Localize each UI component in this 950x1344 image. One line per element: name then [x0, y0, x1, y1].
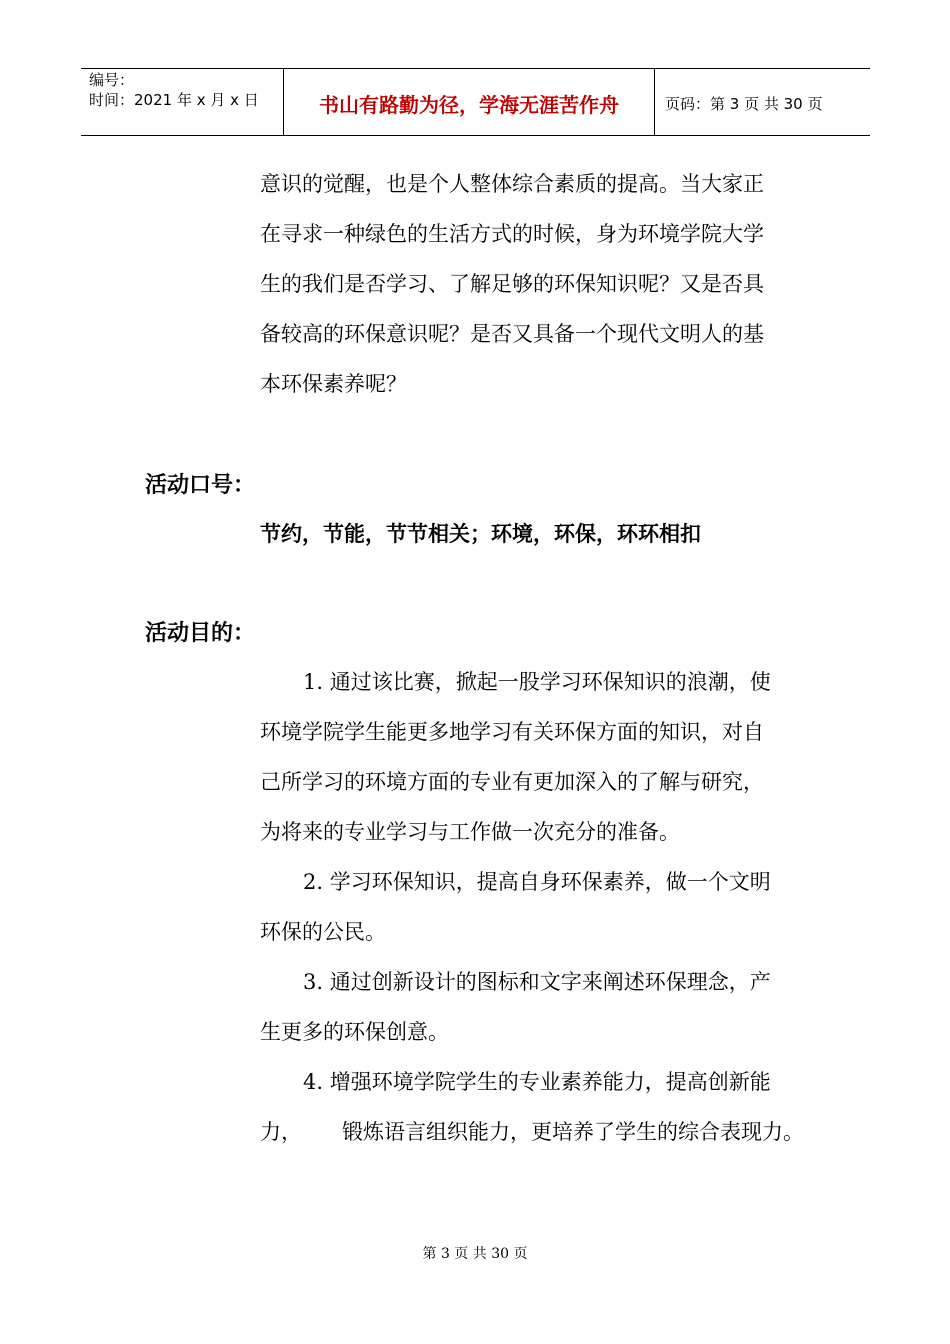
purpose-line: 1. 通过该比赛，掀起一股学习环保知识的浪潮，使 [303, 670, 771, 694]
slogan-heading: 活动口号： [145, 473, 256, 498]
purpose-line: 力， 锻炼语言组织能力，更培养了学生的综合表现力。 [260, 1120, 805, 1144]
document-time-label: 时间：2021 年 x 月 x 日 [89, 91, 259, 109]
purpose-line: 己所学习的环境方面的专业有更加深入的了解与研究， [260, 770, 764, 794]
page-header [81, 68, 870, 136]
purpose-line: 4. 增强环境学院学生的专业素养能力，提高创新能 [303, 1070, 771, 1094]
purpose-heading: 活动目的： [145, 621, 256, 646]
purpose-line: 为将来的专业学习与工作做一次充分的准备。 [260, 820, 680, 844]
intro-line: 在寻求一种绿色的生活方式的时候，身为环境学院大学 [260, 222, 764, 246]
activity-slogan: 节约，节能，节节相关；环境，环保，环环相扣 [260, 522, 701, 546]
intro-line: 意识的觉醒，也是个人整体综合素质的提高。当大家正 [260, 172, 764, 196]
header-motto: 书山有路勤为径，学海无涯苦作舟 [319, 93, 619, 117]
page-footer: 第 3 页 共 30 页 [422, 1246, 528, 1262]
header-page-number: 页码：第 3 页 共 30 页 [665, 95, 823, 113]
header-left-cell [81, 69, 283, 135]
intro-line: 生的我们是否学习、了解足够的环保知识呢？又是否具 [260, 272, 764, 296]
header-middle-cell [283, 69, 655, 135]
document-code-label: 编号： [89, 71, 135, 89]
purpose-line: 生更多的环保创意。 [260, 1020, 449, 1044]
intro-line: 本环保素养呢？ [260, 372, 407, 396]
header-right-cell [655, 69, 870, 135]
purpose-line: 环境学院学生能更多地学习有关环保方面的知识，对自 [260, 720, 764, 744]
purpose-line: 3. 通过创新设计的图标和文字来阐述环保理念，产 [303, 970, 771, 994]
purpose-line: 环保的公民。 [260, 920, 386, 944]
purpose-line: 2. 学习环保知识，提高自身环保素养，做一个文明 [303, 870, 771, 894]
intro-line: 备较高的环保意识呢？是否又具备一个现代文明人的基 [260, 322, 764, 346]
